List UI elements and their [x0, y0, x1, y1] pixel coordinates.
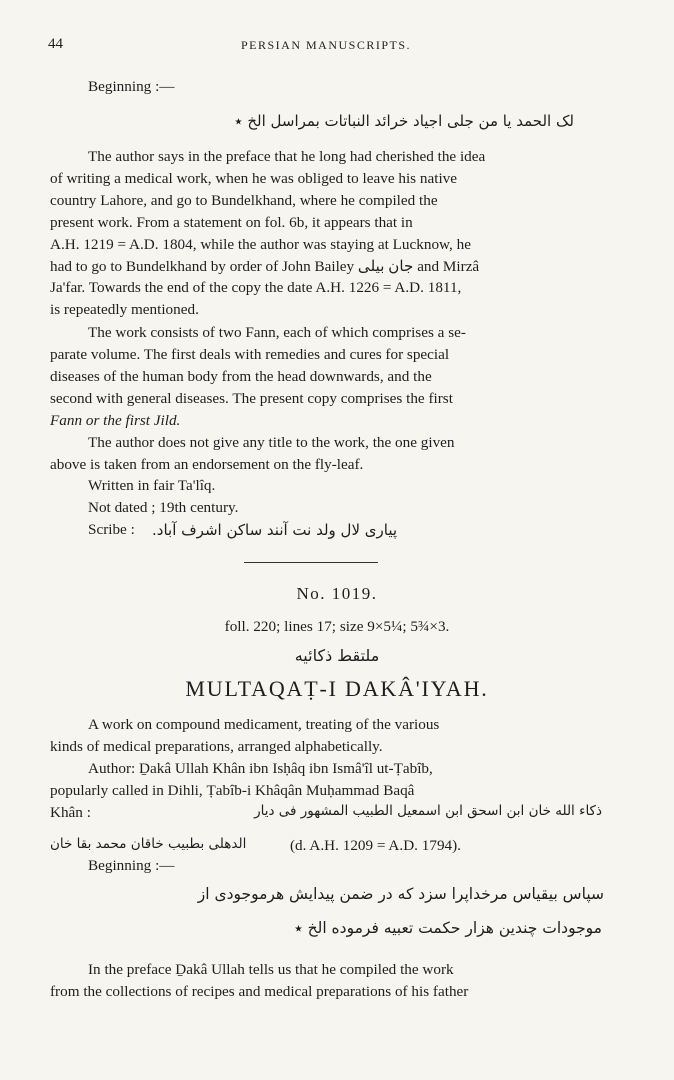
section-divider	[244, 562, 378, 563]
paragraph-work-contents	[50, 322, 603, 432]
paragraph-description	[50, 714, 603, 758]
text-line: second with general diseases. The present copy comprises the first	[50, 389, 453, 407]
author-arabic-line-1: ذکاء الله خان ابن اسحق ابن اسمعیل الطبیب المشهور فی دیار	[254, 803, 602, 819]
scribe-arabic-text: پیاری لال ولد نت آنند ساکن اشرف آباد.	[152, 521, 398, 539]
text-line: The author says in the preface that he long had cherished the idea	[88, 148, 486, 165]
beginning-arabic-text: لک الحمد یا من جلی اجیاد خرائد النباتات بمراسل الخ ٭	[234, 112, 574, 130]
text-line: A.H. 1219 = A.D. 1804, while the author was staying at Lucknow, he	[50, 235, 471, 253]
text-line: above is taken from an endorsement on the fly-leaf.	[50, 455, 364, 473]
beginning-label: Beginning :—	[88, 78, 175, 95]
text-line: In the preface Ḏakâ Ullah tells us that he compiled the work	[88, 961, 454, 978]
text-line: country Lahore, and go to Bundelkhand, where he compiled the	[50, 191, 438, 209]
text-line: kinds of medical preparations, arranged alphabetically.	[50, 737, 383, 755]
text-line: Ja'far. Towards the end of the copy the date A.H. 1226 = A.D. 1811,	[50, 279, 462, 297]
beginning-label-2: Beginning :—	[88, 857, 175, 874]
written-note: Written in fair Ta'lîq.	[88, 477, 216, 494]
text-line: had to go to Bundelkhand by order of John Bailey جان بیلی and Mirzâ	[50, 257, 480, 275]
author-arabic-line-2: الدهلی بطبیب خاقان محمد بقا خان	[50, 836, 247, 852]
entry-title: MULTAQAṬ-I DAKÂ'IYAH.	[185, 676, 489, 701]
text-line: Khân :	[50, 803, 91, 821]
text-line: present work. From a statement on fol. 6b, it appears that in	[50, 213, 413, 231]
beginning-arabic-line-1: سپاس بیقیاس مرخداپرا سزد که در ضمن پیدایش هرموجودی از	[197, 885, 604, 903]
text-line: from the collections of recipes and medical preparations of his father	[50, 982, 469, 1000]
page-header	[48, 36, 604, 56]
text-line: The work consists of two Fann, each of which comprises a se-	[88, 324, 466, 341]
text-line: Fann or the first Jild.	[50, 411, 181, 429]
running-title: PERSIAN MANUSCRIPTS.	[240, 38, 412, 52]
text-line: diseases of the human body from the head downwards, and the	[50, 367, 432, 385]
paragraph-author-preface	[50, 146, 603, 321]
paragraph-title-note	[50, 432, 603, 476]
text-line: popularly called in Dihli, Ṭabîb-i Khâqân Muḥammad Baqâ	[50, 781, 415, 799]
entry-title-arabic: ملتقط ذکائیه	[294, 646, 380, 665]
text-line: parate volume. The first deals with remedies and cures for special	[50, 345, 450, 363]
author-death-date: (d. A.H. 1209 = A.D. 1794).	[290, 837, 461, 854]
text-line: is repeatedly mentioned.	[50, 301, 199, 319]
paragraph-preface-father	[50, 959, 603, 1003]
dated-note: Not dated ; 19th century.	[88, 499, 239, 516]
text-line: Author: Ḏakâ Ullah Khân ibn Isḥâq ibn Ismâ'îl ut-Ṭabîb,	[88, 760, 433, 777]
text-line: The author does not give any title to the work, the one given	[88, 434, 455, 451]
text-line: A work on compound medicament, treating of the various	[88, 716, 440, 733]
scribe-label: Scribe :	[88, 521, 135, 538]
text-line: of writing a medical work, when he was obliged to leave his native	[50, 169, 457, 187]
beginning-arabic-line-2: موجودات چندین هزار حکمت تعبیه فرموده الخ ٭	[294, 919, 602, 937]
folio-details: foll. 220; lines 17; size 9×5¼; 5¾×3.	[224, 618, 450, 635]
entry-number: No. 1019.	[296, 584, 378, 603]
page-number: 44	[48, 36, 63, 52]
